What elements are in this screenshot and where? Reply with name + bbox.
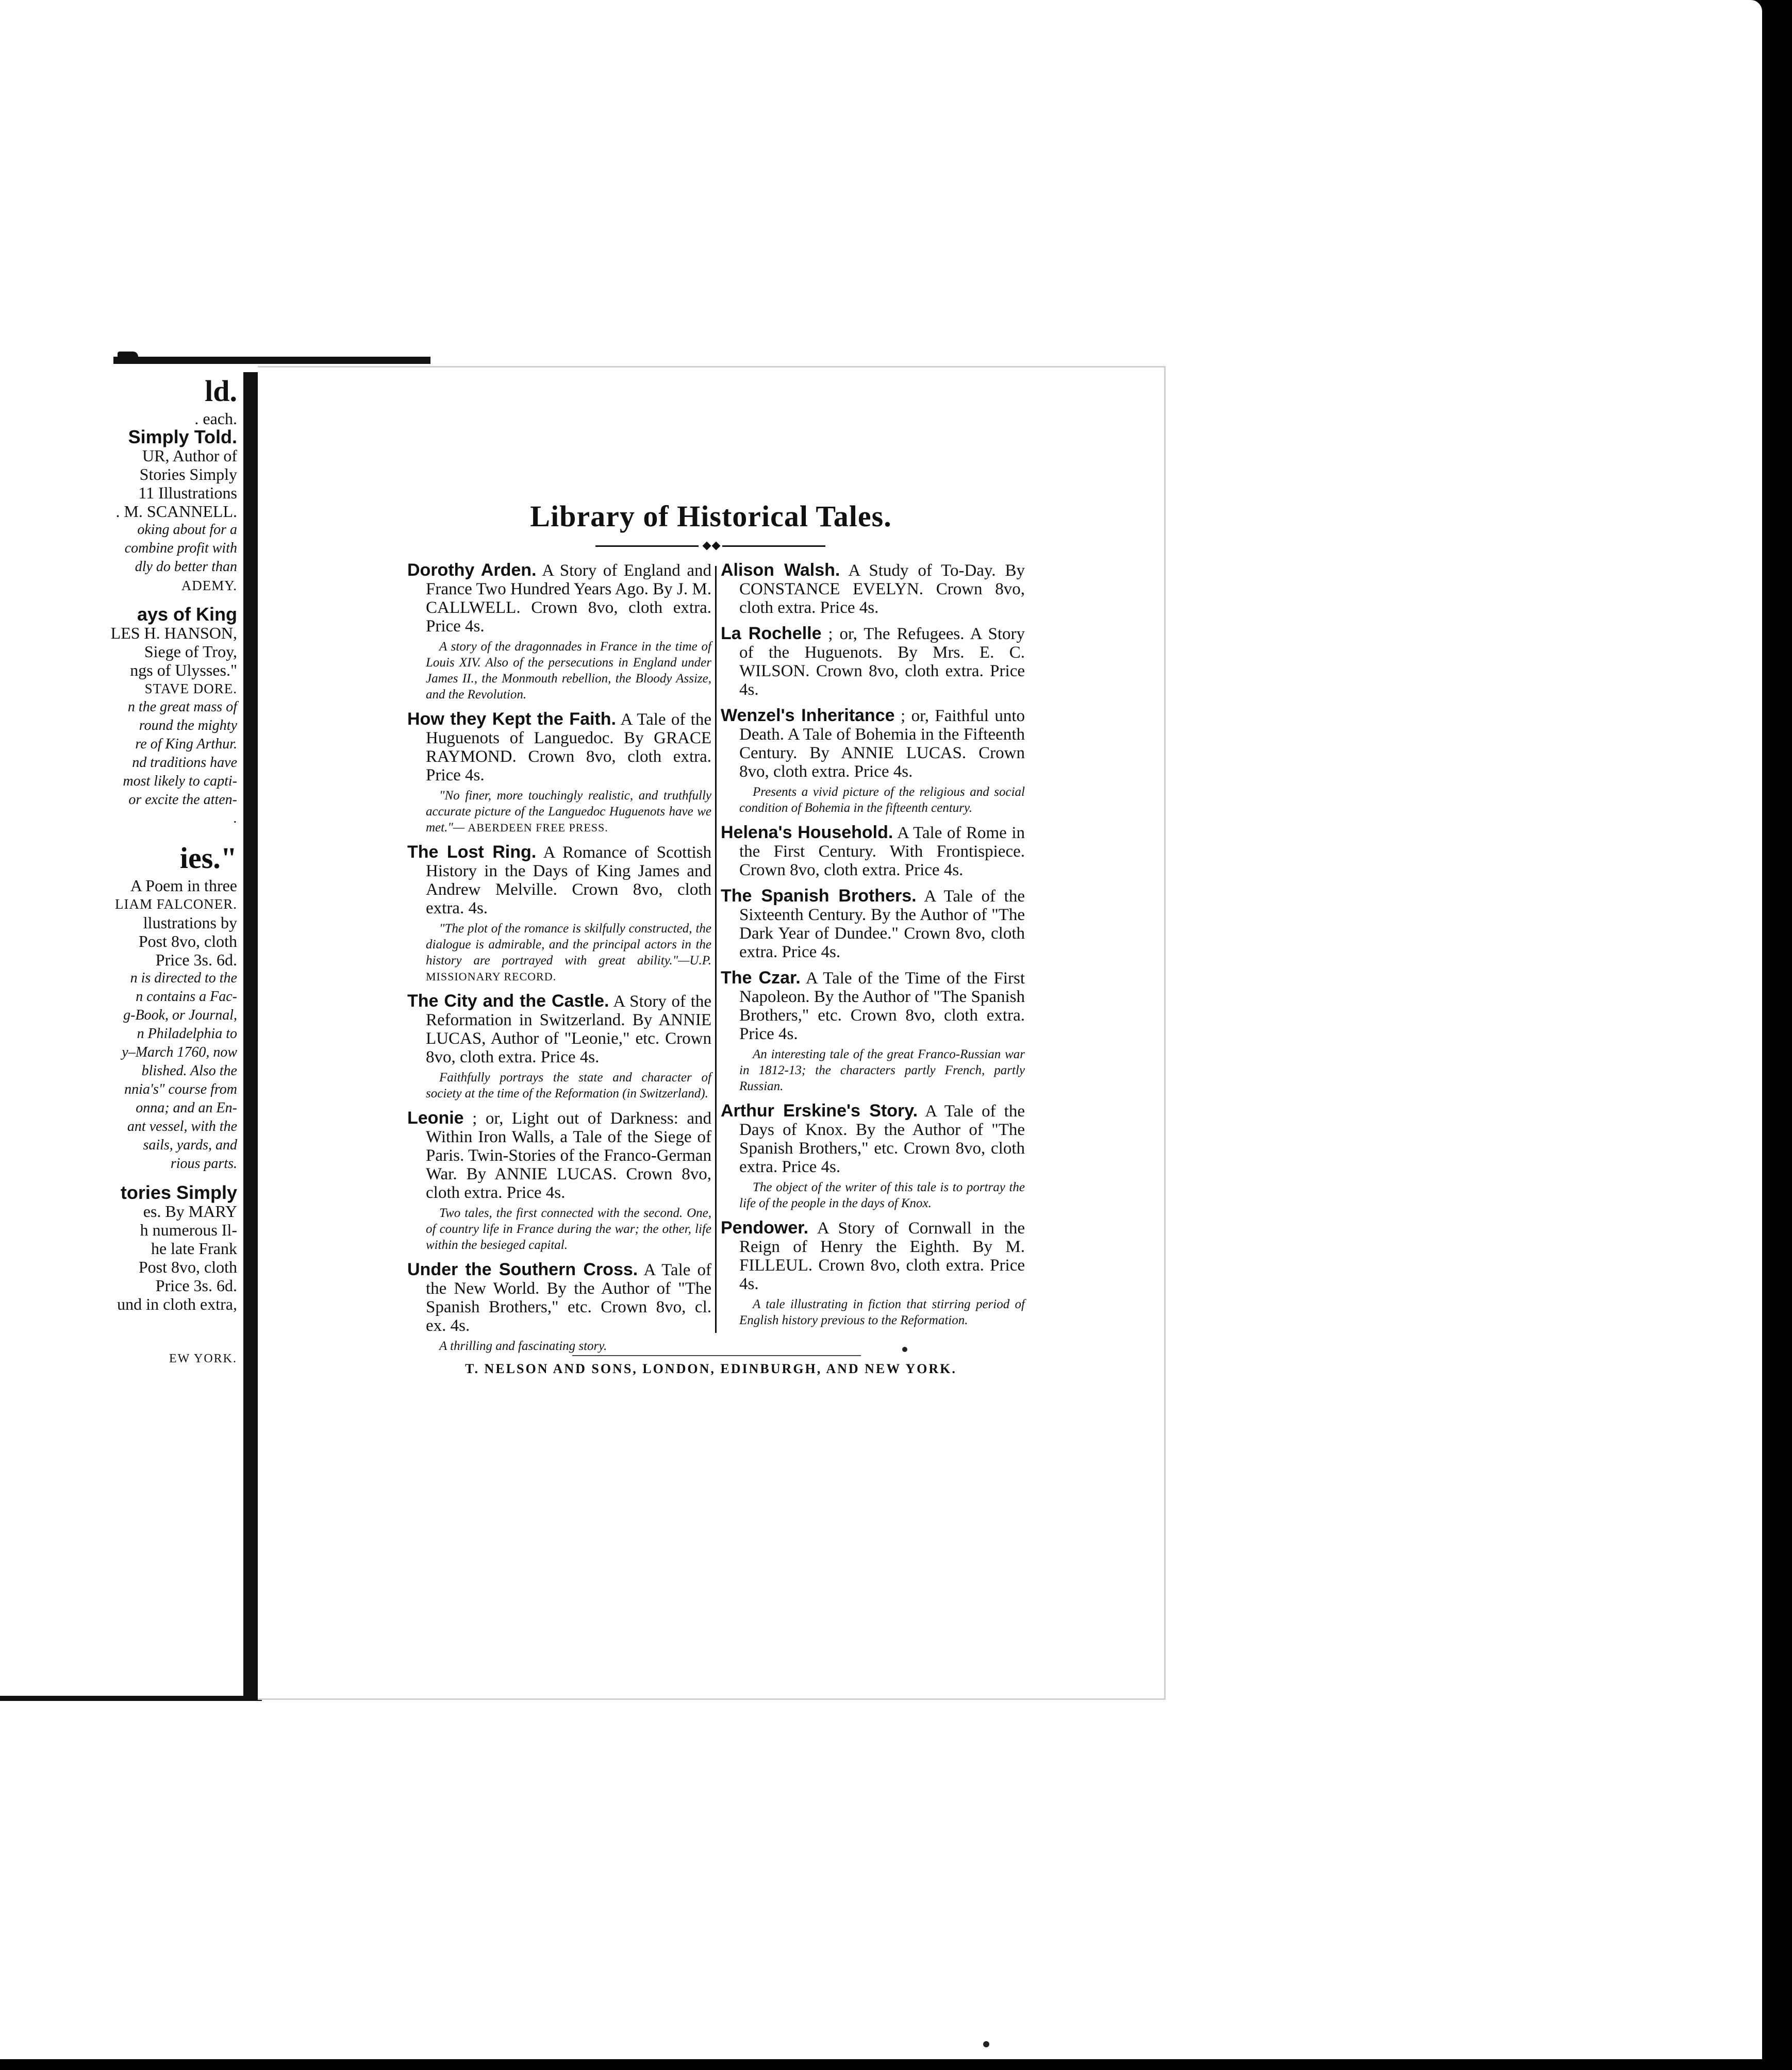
review-text: A thrilling and fascinating story. (439, 1339, 607, 1353)
facing-page-line: Stories Simply (139, 465, 237, 483)
book-entry-text (407, 992, 711, 1066)
book-entry-text (407, 1109, 711, 1202)
book-entry-text (721, 1101, 1025, 1176)
book-title: Under the Southern Cross. (407, 1260, 638, 1279)
book-title: The Czar. (721, 968, 801, 988)
review-source: MISSIONARY RECORD. (426, 970, 557, 983)
facing-page (0, 361, 258, 1701)
facing-page-line: LIAM FALCONER. (114, 896, 237, 912)
book-review-note (426, 788, 711, 836)
facing-page-line: g-Book, or Journal, (123, 1007, 237, 1023)
book-description: ; or, Light out of Darkness: and Within Iron Walls, a Tale of the Siege of Paris. Twin-Stories of the Franco-German War. By ANNIE LUCAS. Crown 8vo, cloth extra. Price 4s. (426, 1109, 712, 1202)
facing-page-line: ies." (179, 841, 237, 875)
facing-page-line: round the mighty (139, 717, 237, 733)
facing-page-line: n contains a Fac- (136, 989, 237, 1005)
book-title: The City and the Castle. (407, 991, 609, 1011)
facing-page-line: . each. (194, 409, 237, 428)
book-review-note (426, 921, 711, 984)
book-entry-text (721, 969, 1025, 1043)
book-entry (721, 1218, 1025, 1328)
listing-column-right (721, 561, 1025, 1336)
facing-page-line: Simply Told. (128, 426, 237, 447)
book-spine (243, 372, 258, 1699)
review-text: An interesting tale of the great Franco-Russian war in 1812-13; the characters partly French, partly Russian. (739, 1047, 1025, 1093)
book-entry-text (721, 561, 1025, 617)
book-description: A Story of England and France Two Hundred Years Ago. By J. M. CALLWELL. Crown 8vo, cloth extra. Price 4s. (426, 561, 711, 636)
facing-page-line: nnia's" course from (124, 1081, 237, 1097)
book-description: A Story of Cornwall in the Reign of Henry the Eighth. By M. FILLEUL. Crown 8vo, cloth extra. Price 4s. (739, 1219, 1025, 1293)
facing-page-line: STAVE DORE. (144, 681, 237, 696)
binding-bottom-rule (0, 1696, 262, 1701)
book-entry-text (721, 1218, 1025, 1293)
facing-page-line: nd traditions have (132, 755, 237, 771)
book-entry (407, 561, 711, 703)
book-description: A Tale of the New World. By the Author of "The Spanish Brothers," etc. Crown 8vo, cl. ex. 4s. (426, 1261, 711, 1335)
scan-speck (983, 2041, 989, 2047)
ornament-rule-right (722, 545, 825, 547)
book-entry-text (407, 561, 711, 636)
book-description: A Study of To-Day. By CONSTANCE EVELYN. Crown 8vo, cloth extra. Price 4s. (739, 561, 1025, 617)
facing-page-line: llustrations by (143, 913, 237, 932)
book-description: A Story of the Reformation in Switzerland. By ANNIE LUCAS, Author of "Leonie," etc. Crown 8vo, cloth extra. Price 4s. (426, 992, 712, 1066)
book-description: A Tale of the Huguenots of Languedoc. By GRACE RAYMOND. Crown 8vo, cloth extra. Price 4s. (426, 710, 711, 784)
title-ornament (595, 541, 827, 550)
facing-page-line: A Poem in three (130, 876, 237, 895)
book-title: The Lost Ring. (407, 842, 537, 862)
facing-page-line: und in cloth extra, (117, 1295, 237, 1313)
facing-page-line: Post 8vo, cloth (138, 1258, 237, 1276)
ornament-diamond (712, 542, 721, 550)
review-text: Two tales, the first connected with the second. One, of country life in France during the war; the other, life within the besieged capital. (426, 1206, 711, 1252)
book-entry (407, 1109, 711, 1253)
facing-page-line: LES H. HANSON, (110, 624, 237, 642)
column-divider (715, 566, 717, 1333)
book-description: A Tale of Rome in the First Century. With Frontispiece. Crown 8vo, cloth extra. Price 4s. (739, 824, 1025, 879)
ornament-diamond (703, 542, 711, 550)
facing-page-text (0, 361, 237, 1368)
book-entry-text (721, 887, 1025, 961)
facing-page-line: n is directed to the (130, 970, 237, 986)
book-entry (407, 992, 711, 1101)
facing-page-line: ADEMY. (181, 578, 237, 593)
facing-page-line: dly do better than (135, 559, 237, 575)
book-title: Helena's Household. (721, 823, 893, 842)
facing-page-line: onna; and an En- (136, 1100, 237, 1116)
book-title: Arthur Erskine's Story. (721, 1101, 918, 1121)
facing-page-line: combine profit with (124, 540, 237, 556)
facing-page-line: tories Simply (120, 1182, 237, 1203)
book-entry-text (407, 843, 711, 917)
facing-page-line: or excite the atten- (128, 792, 237, 808)
book-title: Alison Walsh. (721, 560, 840, 580)
book-title: Pendower. (721, 1218, 809, 1238)
book-entry (721, 1101, 1025, 1211)
facing-page-line: . (234, 810, 237, 826)
book-title: La Rochelle (721, 624, 822, 643)
book-entry-text (407, 1260, 711, 1335)
review-source: ABERDEEN FREE PRESS. (468, 821, 608, 834)
book-entry-text (721, 624, 1025, 699)
book-description: A Tale of the Sixteenth Century. By the Author of "The Dark Year of Dundee." Crown 8vo, cloth extra. Price 4s. (739, 887, 1025, 961)
book-entry-text (407, 710, 711, 784)
book-review-note (739, 1296, 1025, 1328)
page-title: Library of Historical Tales. (530, 499, 892, 533)
facing-page-line: sails, yards, and (143, 1137, 237, 1153)
facing-page-line: oking about for a (137, 522, 237, 538)
facing-page-line: blished. Also the (141, 1063, 237, 1079)
book-title: Dorothy Arden. (407, 560, 537, 580)
book-entry (721, 706, 1025, 816)
book-entry-text (721, 823, 1025, 879)
footer-rule (572, 1355, 861, 1356)
facing-page-line: rious parts. (170, 1156, 237, 1172)
book-review-note (426, 1338, 711, 1354)
facing-page-line: Post 8vo, cloth (138, 932, 237, 950)
facing-page-line: Siege of Troy, (144, 642, 237, 661)
book-review-note (739, 784, 1025, 816)
review-text: Presents a vivid picture of the religious and social condition of Bohemia in the fifteenth century. (739, 785, 1025, 815)
book-entry (407, 843, 711, 984)
listing-column-left (407, 561, 711, 1361)
facing-page-line: . M. SCANNELL. (115, 502, 237, 521)
book-review-note (426, 1070, 711, 1101)
book-entry-text (721, 706, 1025, 781)
catalogue-page (258, 366, 1166, 1700)
book-title: How they Kept the Faith. (407, 709, 616, 729)
book-entry (721, 969, 1025, 1094)
review-text: "The plot of the romance is skilfully constructed, the dialogue is admirable, and the principal actors in the history are portrayed with great ability."—U.P. (426, 922, 711, 967)
book-entry (721, 887, 1025, 961)
book-review-note (426, 639, 711, 703)
facing-page-line: most likely to capti- (123, 773, 237, 789)
book-entry (407, 710, 711, 836)
facing-page-line: ld. (205, 374, 237, 408)
book-review-note (426, 1205, 711, 1253)
facing-page-line: UR, Author of (142, 446, 237, 465)
facing-page-line: Price 3s. 6d. (155, 950, 237, 969)
facing-page-line: 11 Illustrations (138, 483, 237, 502)
facing-page-line: EW YORK. (169, 1352, 237, 1365)
book-title: Wenzel's Inheritance (721, 706, 895, 725)
book-title: The Spanish Brothers. (721, 886, 917, 906)
binding-top-rule (113, 357, 430, 364)
book-listing (407, 560, 1025, 1353)
binding-top-tab (118, 352, 138, 359)
book-description: ; or, The Refugees. A Story of the Huguenots. By Mrs. E. C. WILSON. Crown 8vo, cloth extra. Price 4s. (739, 625, 1025, 699)
book-description: A Romance of Scottish History in the Days of King James and Andrew Melville. Crown 8vo, cloth extra. 4s. (426, 843, 712, 917)
facing-page-line: re of King Arthur. (135, 736, 237, 752)
book-entry (721, 823, 1025, 879)
book-review-note (739, 1046, 1025, 1094)
book-entry (407, 1260, 711, 1354)
book-entry (721, 624, 1025, 699)
facing-page-line: n Philadelphia to (137, 1026, 237, 1042)
book-description: A Tale of the Time of the First Napoleon. By the Author of "The Spanish Brothers," etc. Crown 8vo, cloth extra. Price 4s. (739, 969, 1025, 1043)
book-title: Leonie (407, 1108, 464, 1128)
review-text: A story of the dragonnades in France in the time of Louis XIV. Also of the persecutions in England under James II., the Monmouth rebellion, the Bloody Assize, and the Revolution. (426, 640, 711, 702)
facing-page-line: ays of King (137, 604, 237, 625)
ornament-rule-left (595, 545, 699, 547)
scan-speck (902, 1347, 907, 1352)
facing-page-line: Price 3s. 6d. (155, 1276, 237, 1295)
review-text: A tale illustrating in fiction that stirring period of English history previous to the Reformation. (739, 1297, 1025, 1327)
book-entry (721, 561, 1025, 617)
review-text: Faithfully portrays the state and character of society at the time of the Reformation (in Switzerland). (426, 1071, 711, 1100)
book-description: ; or, Faithful unto Death. A Tale of Bohemia in the Fifteenth Century. By ANNIE LUCAS. Crown 8vo, cloth extra. Price 4s. (739, 707, 1025, 781)
facing-page-line: es. By MARY (143, 1202, 237, 1221)
book-description: A Tale of the Days of Knox. By the Author of "The Spanish Brothers," etc. Crown 8vo, cloth extra. Price 4s. (739, 1102, 1025, 1176)
publisher-imprint: T. NELSON AND SONS, LONDON, EDINBURGH, AND NEW YORK. (465, 1361, 957, 1376)
facing-page-line: ngs of Ulysses." (130, 661, 237, 679)
book-review-note (739, 1179, 1025, 1211)
facing-page-line: y–March 1760, now (122, 1044, 237, 1060)
review-text: The object of the writer of this tale is to portray the life of the people in the days of Knox. (739, 1180, 1025, 1210)
facing-page-line: n the great mass of (127, 699, 237, 715)
facing-page-line: ant vessel, with the (127, 1119, 237, 1134)
facing-page-line: he late Frank (151, 1239, 237, 1258)
facing-page-line: h numerous Il- (140, 1221, 237, 1239)
review-text: "No finer, more touchingly realistic, and truthfully accurate picture of the Languedoc Huguenots have we met."— (426, 789, 711, 834)
